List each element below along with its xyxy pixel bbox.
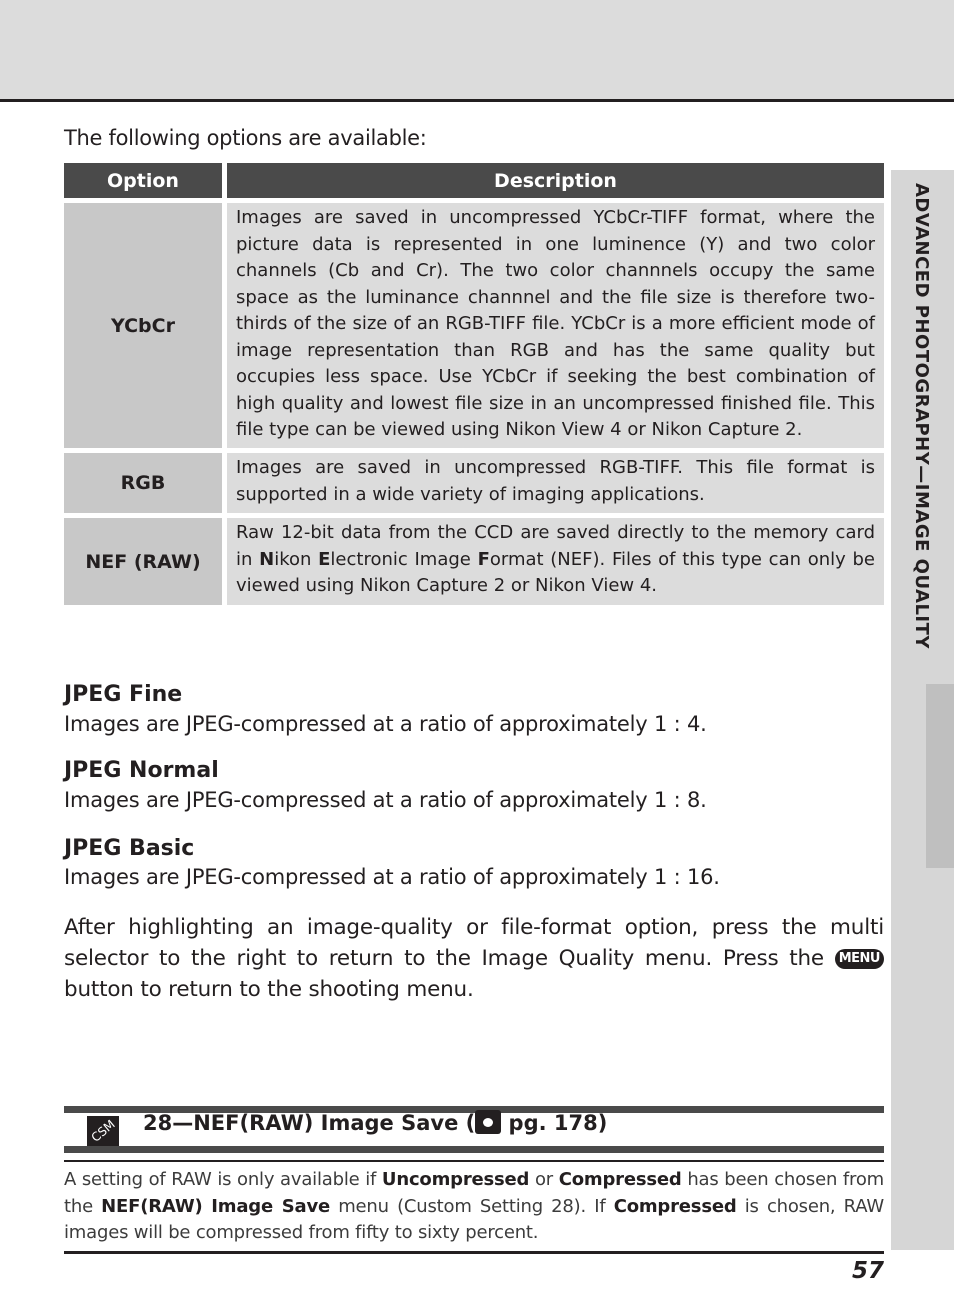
section-text: Images are JPEG-compressed at a ratio of approximately 1 : 16. bbox=[64, 865, 720, 889]
intro-text: The following options are available: bbox=[64, 126, 427, 150]
note-thin-rule bbox=[64, 1160, 884, 1162]
footer-rule bbox=[64, 1251, 884, 1254]
section-heading: JPEG Fine bbox=[64, 682, 183, 707]
option-cell: NEF (RAW) bbox=[64, 518, 222, 605]
note-title: 28—NEF(RAW) Image Save ( pg. 178) bbox=[143, 1111, 608, 1135]
note-body: A setting of RAW is only available if Uncompressed or Compressed has been chosen from the NEF(RAW) Image Save menu (Custom Setting 28). If Compressed is chosen, RAW images will be compressed from fifty to sixty percent. bbox=[64, 1169, 884, 1243]
page-number: 57 bbox=[852, 1258, 885, 1284]
header-rule bbox=[0, 99, 954, 102]
table-row bbox=[64, 203, 884, 448]
section-heading: JPEG Basic bbox=[64, 836, 195, 861]
description-cell: Images are saved in uncompressed RGB-TIFF. This file format is supported in a wide variety of imaging applications. bbox=[227, 453, 884, 513]
table-row bbox=[64, 453, 884, 513]
instruction-paragraph: After highlighting an image-quality or file-format option, press the multi selector to the right to return to the Image Quality menu. Press the MENU button to return to the shooting menu. bbox=[64, 915, 884, 1002]
menu-button-icon: MENU bbox=[835, 949, 884, 969]
eye-icon bbox=[475, 1110, 501, 1134]
header-description: Description bbox=[227, 163, 884, 198]
header-band bbox=[0, 0, 954, 100]
options-table bbox=[64, 163, 884, 605]
option-cell: RGB bbox=[64, 453, 222, 513]
chapter-label: ADVANCED PHOTOGRAPHY—IMAGE QUALITY bbox=[911, 183, 932, 649]
description-cell: Images are saved in uncompressed YCbCr-TIFF format, where the picture data is represented in one luminence (Y) and two color channels (Cb and Cr). The two color channnels occupy the same space as the luminance channnel and the file size is therefore two-thirds of the size of an RGB-TIFF file. YCbCr is a more efficient mode of image representation than RGB and has the same quality but occupies less space. Use YCbCr if seeking the best combination of high quality and lowest file size in an uncompressed finished file. This file type can be viewed using Nikon View 4 or Nikon Capture 2. bbox=[227, 203, 884, 448]
csm-icon: CSM bbox=[88, 1117, 118, 1145]
section-text: Images are JPEG-compressed at a ratio of approximately 1 : 8. bbox=[64, 788, 707, 812]
option-cell: YCbCr bbox=[64, 203, 222, 448]
section-heading: JPEG Normal bbox=[64, 758, 219, 783]
note-mid-rule bbox=[64, 1146, 884, 1153]
section-text: Images are JPEG-compressed at a ratio of approximately 1 : 4. bbox=[64, 712, 707, 736]
table-header bbox=[64, 163, 884, 198]
header-option: Option bbox=[64, 163, 222, 198]
description-cell: Raw 12-bit data from the CCD are saved directly to the memory card in Nikon Electronic Image Format (NEF). Files of this type can only be viewed using Nikon Capture 2 or Nikon View 4. bbox=[227, 518, 884, 605]
table-row bbox=[64, 518, 884, 605]
